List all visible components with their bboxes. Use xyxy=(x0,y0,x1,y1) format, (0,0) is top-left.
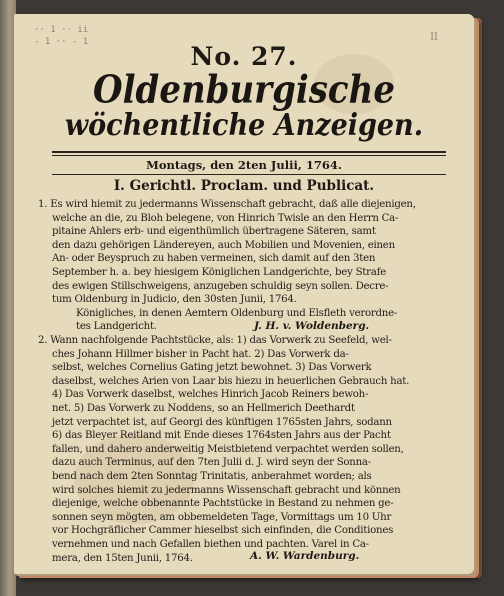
notice-line: selbst, welches Cornelius Gating jetzt bewohnet. 3) Das Vorwerk xyxy=(52,362,372,374)
notice-line: 4) Das Vorwerk daselbst, welches Hinrich Jacob Reiners bewoh- xyxy=(52,389,369,401)
notice-line: pitaine Ahlers erb- und eigenthümlich übertragene Säteren, samt xyxy=(52,226,376,238)
divider-rule xyxy=(52,155,446,156)
notice-line: September h. a. bey hiesigem Königlichen Landgerichte, bey Strafe xyxy=(52,266,386,278)
notice-line: des ewigen Stillschweigens, anzugeben schuldig seyn sollen. Decre- xyxy=(52,280,389,292)
notice-line: Königliches, in denen Aemtern Oldenburg und Elsfleth verordne- xyxy=(76,307,398,319)
notice-line: net. 5) Das Vorwerk zu Noddens, so an Hellmerich Deethardt xyxy=(52,402,355,414)
notice-line: 1. Es wird hiemit zu jedermanns Wissenschaft gebracht, daß alle diejenigen, xyxy=(38,199,416,210)
notice-line: diejenige, welche obbenannte Pachtstücke in Bestand zu nehmen ge- xyxy=(52,498,394,510)
corner-note: II xyxy=(430,32,438,43)
notice-line: sonnen seyn mögten, am obbemeldeten Tage, Vormittags um 10 Uhr xyxy=(52,511,392,523)
notice-line: tum Oldenburg in Judicio, den 30sten Junii, 1764. xyxy=(52,294,297,306)
notice-2 xyxy=(38,334,452,565)
notice-line: 6) das Bleyer Reitland mit Ende dieses 1764sten Jahrs aus der Pacht xyxy=(52,430,391,442)
issue-number: No. 27. xyxy=(190,42,298,71)
page-edge xyxy=(474,18,482,578)
notice-line: vernehmen und nach Gefallen biethen und pachten. Varel in Ca- xyxy=(52,538,369,550)
notice-line: ches Johann Hillmer bisher in Pacht hat. 2) Das Vorwerk da- xyxy=(52,348,349,360)
notice-line: bend nach dem 2ten Sonntag Trinitatis, anberahmet worden; als xyxy=(52,470,372,482)
notice-line: An- oder Beyspruch zu haben vermeinen, sich damit auf den 3ten xyxy=(52,253,376,265)
notice-line: dazu auch Terminus, auf den 7ten Julii d. J. wird seyn der Sonna- xyxy=(52,457,371,469)
notice-line: vor Hochgräflicher Cammer hieselbst sich einfinden, die Conditiones xyxy=(52,525,394,537)
masthead-subtitle: wöchentliche Anzeigen. xyxy=(64,108,424,143)
dateline: Montags, den 2ten Julii, 1764. xyxy=(146,158,342,172)
divider-rule xyxy=(52,174,446,175)
signature-1: J. H. v. Woldenberg. xyxy=(254,320,370,332)
notice-line: 2. Wann nachfolgende Pachtstücke, als: 1) das Vorwerk zu Seefeld, wel- xyxy=(38,335,392,346)
notice-line: fallen, und dahero anderweitig Meistbietend verpachtet werden sollen, xyxy=(52,443,404,455)
masthead-title: Oldenburgische xyxy=(93,67,395,113)
notice-1 xyxy=(38,198,452,334)
notice-line: mera, den 15ten Junii, 1764. xyxy=(52,552,193,564)
notice-line: den dazu gehörigen Ländereyen, auch Mobilien und Movenien, einen xyxy=(52,239,395,251)
notice-line: jetzt verpachtet ist, auf Georgi des künftigen 1765sten Jahrs, sodann xyxy=(52,416,392,428)
newspaper-page xyxy=(14,14,474,574)
section-heading: I. Gerichtl. Proclam. und Publicat. xyxy=(113,178,375,194)
notice-line: daselbst, welches Arien von Laar bis hiezu in heuerlichen Gebrauch hat. xyxy=(52,375,410,387)
notice-line: welche an die, zu Bloh belegene, von Hinrich Twisle an den Herrn Ca- xyxy=(52,212,399,224)
divider-rule xyxy=(52,151,446,153)
margin-note: ·· 1 ·· ii - 1 ·· - 1 xyxy=(34,25,89,47)
signature-2: A. W. Wardenburg. xyxy=(250,550,360,562)
notice-line: tes Landgericht. xyxy=(76,321,157,333)
notice-line: wird solches hiemit zu jedermanns Wissenschaft gebracht und können xyxy=(52,484,401,496)
